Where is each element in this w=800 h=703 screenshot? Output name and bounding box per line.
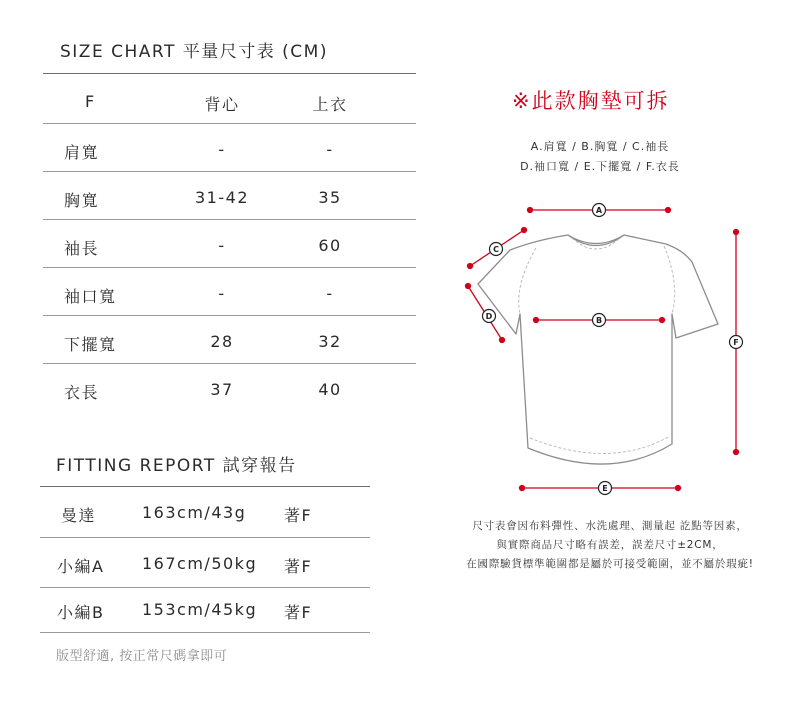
- size-chart-top-rule: [43, 73, 416, 74]
- model-name: 曼達: [61, 506, 97, 525]
- divider: [43, 267, 416, 268]
- row-label: 胸寬: [64, 191, 100, 210]
- fitting-top-rule: [40, 486, 370, 487]
- divider: [43, 123, 416, 124]
- divider: [40, 587, 370, 588]
- model-measurements: 153cm/45kg: [142, 600, 258, 619]
- measure-dot: [534, 318, 539, 323]
- marker-c-label: C: [493, 245, 499, 254]
- divider: [43, 171, 416, 172]
- measure-dot: [734, 450, 739, 455]
- row-vest-value: 31-42: [195, 188, 249, 207]
- row-label: 肩寬: [64, 143, 100, 162]
- measure-dot: [500, 338, 505, 343]
- marker-e-label: E: [602, 484, 608, 493]
- row-label: 袖長: [64, 239, 100, 258]
- size-tolerance-note-line-3: 在國際驗貨標準範圍都是屬於可接受範圍，並不屬於瑕疵!: [466, 558, 754, 570]
- row-top-value: -: [326, 140, 334, 159]
- divider: [40, 537, 370, 538]
- row-vest-value: -: [218, 236, 226, 255]
- measure-dot: [676, 486, 681, 491]
- marker-b: [593, 314, 606, 327]
- size-tolerance-note-line-1: 尺寸表會因布料彈性、水洗處理、測量起 訖點等因素，: [472, 520, 748, 532]
- divider: [43, 219, 416, 220]
- size-header-top: 上衣: [312, 95, 348, 114]
- model-size-worn: 著F: [284, 506, 313, 525]
- marker-f-label: F: [733, 338, 739, 347]
- measure-dot: [520, 486, 525, 491]
- fitting-footnote: 版型舒適, 按正常尺碼拿即可: [56, 649, 228, 664]
- row-label: 袖口寬: [64, 287, 117, 306]
- measure-dot: [468, 264, 473, 269]
- measure-dot: [528, 208, 533, 213]
- row-top-value: -: [326, 284, 334, 303]
- divider: [43, 363, 416, 364]
- model-name: 小編B: [57, 603, 105, 622]
- model-size-worn: 著F: [284, 557, 313, 576]
- size-header-vest: 背心: [204, 95, 240, 114]
- measure-dot: [666, 208, 671, 213]
- row-vest-value: -: [218, 140, 226, 159]
- row-top-value: 60: [318, 236, 342, 255]
- tshirt-outline: [478, 235, 718, 464]
- row-vest-value: -: [218, 284, 226, 303]
- marker-c: [490, 243, 503, 256]
- model-size-worn: 著F: [284, 603, 313, 622]
- measure-dot: [660, 318, 665, 323]
- tshirt-measurement-diagram: [440, 190, 770, 500]
- removable-pad-notice: ※此款胸墊可拆: [512, 89, 670, 113]
- measure-dot: [466, 284, 471, 289]
- divider: [43, 315, 416, 316]
- measure-dot: [522, 228, 527, 233]
- marker-d: [483, 310, 496, 323]
- marker-f: [730, 336, 743, 349]
- size-header-size: F: [85, 92, 96, 111]
- fitting-report-title: FITTING REPORT 試穿報告: [56, 456, 297, 476]
- marker-b-label: B: [595, 316, 603, 325]
- row-top-value: 32: [318, 332, 342, 351]
- divider: [40, 632, 370, 633]
- marker-d-label: D: [485, 312, 493, 321]
- marker-a: [593, 204, 606, 217]
- size-chart-title: SIZE CHART 平量尺寸表 (CM): [60, 42, 328, 62]
- row-top-value: 40: [318, 380, 342, 399]
- row-label: 衣長: [64, 383, 100, 402]
- row-vest-value: 37: [210, 380, 234, 399]
- row-label: 下擺寬: [64, 335, 117, 354]
- measurement-legend-line-2: D.袖口寬 / E.下擺寬 / F.衣長: [520, 160, 680, 173]
- measurement-legend-line-1: A.肩寬 / B.胸寬 / C.袖長: [530, 140, 670, 153]
- row-vest-value: 28: [210, 332, 234, 351]
- marker-e: [599, 482, 612, 495]
- model-measurements: 163cm/43g: [142, 503, 247, 522]
- size-tolerance-note-line-2: 與實際商品尺寸略有誤差，誤差尺寸±2CM，: [496, 539, 724, 551]
- model-measurements: 167cm/50kg: [142, 554, 258, 573]
- row-top-value: 35: [318, 188, 342, 207]
- marker-a-label: A: [595, 206, 603, 215]
- model-name: 小編A: [57, 557, 105, 576]
- measure-dot: [734, 230, 739, 235]
